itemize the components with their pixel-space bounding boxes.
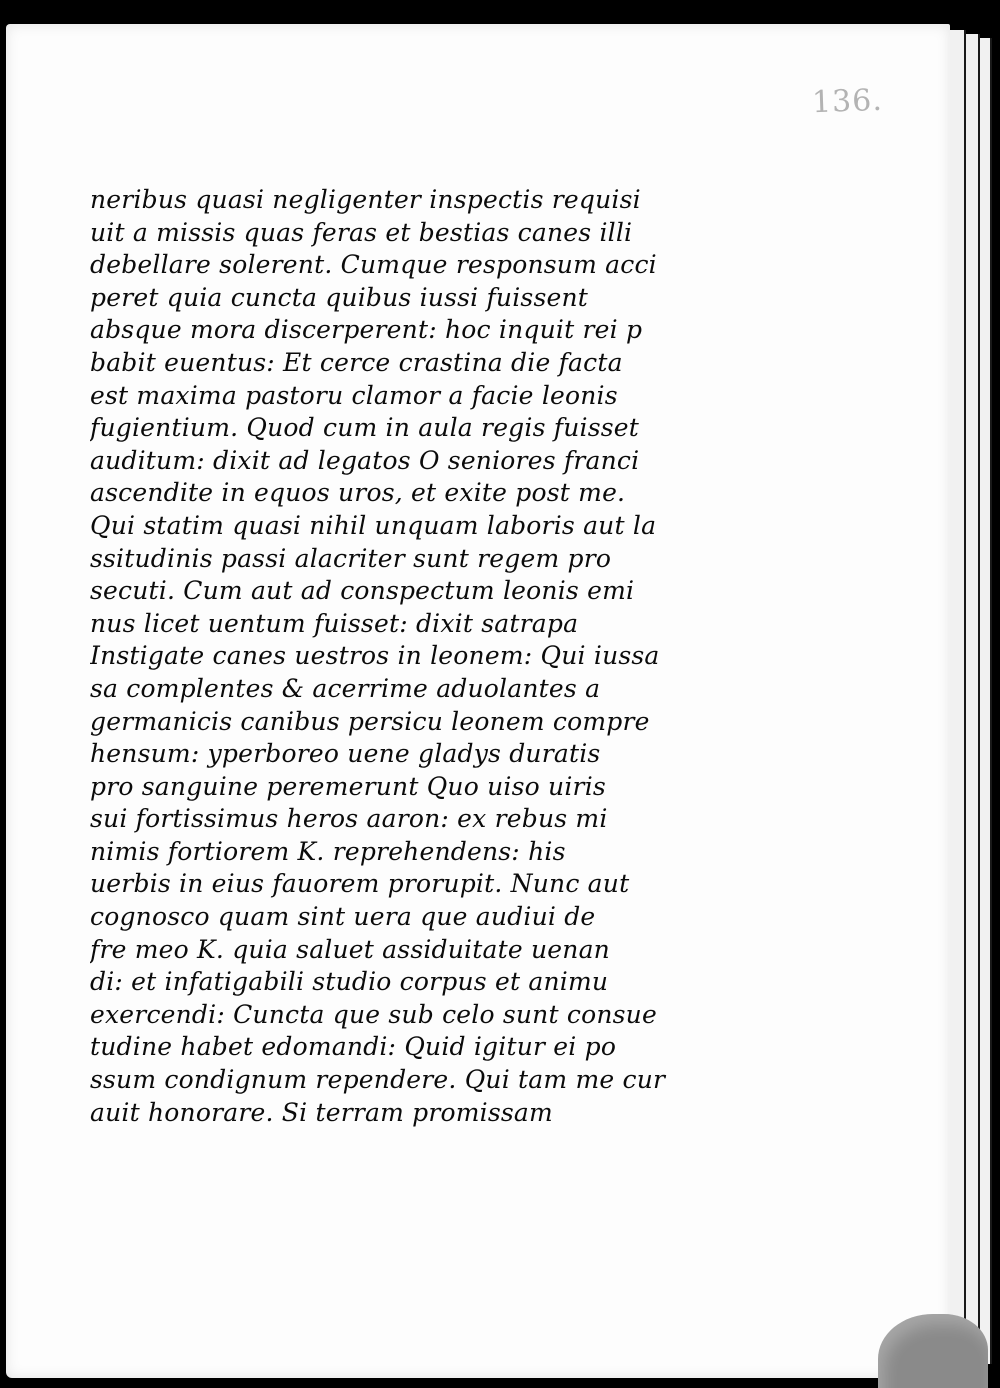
page-edge [978,38,992,1364]
text-line: neribus quasi negligenter inspectis requisi [90,185,641,214]
text-line: pro sanguine peremerunt Quo uiso uiris [90,771,606,801]
text-line: secuti. Cum aut ad conspectum leonis emi [90,576,635,606]
text-line: fre meo K. quia saluet assiduitate uenan [90,934,610,964]
text-line: auditum: dixit ad legatos O seniores franci [90,445,640,475]
text-line: cognosco quam sint uera que audiui de [90,902,596,932]
text-line: sui fortissimus heros aaron: ex rebus mi [90,804,608,834]
folio-number: 136. [811,82,884,121]
text-line: germanicis canibus persicu leonem compre [90,706,650,736]
text-line: tudine habet edomandi: Quid igitur ei po [90,1032,617,1062]
text-line: est maxima pastoru clamor a facie leonis [90,380,618,410]
text-line: nimis fortiorem K. reprehendens: his [90,836,566,866]
text-line: exercendi: Cuncta que sub celo sunt consue [90,999,657,1029]
text-line: Qui statim quasi nihil unquam laboris aut la [90,510,657,540]
text-line: uerbis in eius fauorem prorupit. Nunc aut [90,869,630,899]
text-line: ssitudinis passi alacriter sunt regem pro [90,543,612,573]
text-line: hensum: yperboreo uene gladys duratis [90,739,601,769]
text-line: ssum condignum rependere. Qui tam me cur [90,1065,666,1095]
thumb [878,1314,988,1388]
text-line: fugientium. Quod cum in aula regis fuisset [90,413,640,443]
text-line: auit honorare. Si terram promissam [90,1097,553,1127]
manuscript-leaf [6,24,950,1378]
text-line: babit euentus: Et cerce crastina die facta [90,347,623,377]
text-line: Instigate canes uestros in leonem: Qui iussa [90,641,660,671]
text-line: nus licet uentum fuisset: dixit satrapa [90,608,579,638]
text-line: sa complentes & acerrime aduolantes a [90,673,601,703]
text-block [90,184,730,1129]
text-line: debellare solerent. Cumque responsum acci [90,250,657,280]
text-line: uit a missis quas feras et bestias canes illi [90,217,633,247]
text-line: peret quia cuncta quibus iussi fuissent [90,282,589,312]
text-line: ascendite in equos uros, et exite post me. [90,478,626,508]
text-line: absque mora discerperent: hoc inquit rei p [90,315,643,345]
text-line: di: et infatigabili studio corpus et animu [90,967,609,997]
